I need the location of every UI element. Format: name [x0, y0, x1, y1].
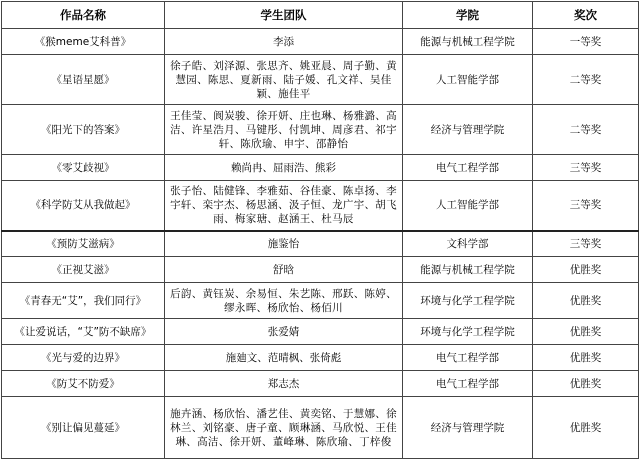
table-row [2, 55, 639, 105]
table-row [2, 345, 639, 371]
cell-team: 徐子皓、刘泽源、张思齐、姚亚晨、周子勤、黄慧园、陈思、夏新雨、陆子媛、孔文祥、吴佳颖、施佳平 [165, 55, 403, 105]
cell-award: 优胜奖 [533, 319, 639, 345]
cell-college: 经济与管理学院 [403, 105, 533, 155]
cell-title: 《防艾不防爱》 [2, 371, 165, 397]
cell-team: 张爱婧 [165, 319, 403, 345]
cell-award: 三等奖 [533, 181, 639, 231]
cell-award: 三等奖 [533, 231, 639, 257]
cell-team: 施鉴怡 [165, 231, 403, 257]
table-row [2, 319, 639, 345]
header-award: 奖次 [533, 2, 639, 29]
cell-college: 能源与机械工程学院 [403, 257, 533, 283]
cell-team: 施廸文、范晴枫、张倚彪 [165, 345, 403, 371]
cell-award: 优胜奖 [533, 257, 639, 283]
table-row [2, 29, 639, 55]
cell-college: 人工智能学部 [403, 181, 533, 231]
table-row [2, 371, 639, 397]
cell-title: 《零艾歧视》 [2, 155, 165, 181]
header-team: 学生团队 [165, 2, 403, 29]
cell-title: 《别让偏见蔓延》 [2, 397, 165, 459]
table-row [2, 155, 639, 181]
cell-award: 二等奖 [533, 55, 639, 105]
cell-team: 张子怡、陆健锋、李雅茹、谷佳豪、陈卓扬、李宇轩、栾宇杰、杨思涵、汲子恒、龙广宇、胡飞雨、梅家瑭、赵涵王、杜马辰 [165, 181, 403, 231]
table-row [2, 283, 639, 319]
cell-team: 李添 [165, 29, 403, 55]
cell-award: 一等奖 [533, 29, 639, 55]
cell-team: 舒晗 [165, 257, 403, 283]
header-title: 作品名称 [2, 2, 165, 29]
cell-team: 后韵、黄钰炭、余易恒、朱艺陈、邢跃、陈婷、缪永晖、杨欣怡、杨佰川 [165, 283, 403, 319]
cell-title: 《让爱说话，“艾”防不缺席》 [2, 319, 165, 345]
table-row [2, 257, 639, 283]
table-row [2, 397, 639, 459]
cell-award: 三等奖 [533, 155, 639, 181]
cell-college: 文科学部 [403, 231, 533, 257]
cell-college: 能源与机械工程学院 [403, 29, 533, 55]
cell-college: 经济与管理学院 [403, 397, 533, 459]
cell-title: 《科学防艾从我做起》 [2, 181, 165, 231]
award-table-container [1, 1, 638, 470]
cell-title: 《星语星愿》 [2, 55, 165, 105]
cell-team: 施卉涵、杨欣怡、潘艺佳、黄奕铭、于慧娜、徐林兰、刘铭豪、唐子童、顾琳涵、马欣悦、王佳琳、高洁、徐开妍、董峰琳、陈欣瑜、丁梓俊 [165, 397, 403, 459]
cell-team: 王佳莹、阆炭骏、徐开妍、庄也琳、杨雅潞、高洁、许星浩月、马键彤、付凯坤、周彦君、祁宇轩、陈欣瑜、申宇、邵静怡 [165, 105, 403, 155]
cell-college: 电气工程学部 [403, 371, 533, 397]
header-row [2, 2, 639, 29]
cell-award: 优胜奖 [533, 283, 639, 319]
award-table [1, 1, 639, 459]
cell-college: 电气工程学部 [403, 345, 533, 371]
cell-team: 郑志杰 [165, 371, 403, 397]
cell-college: 环境与化学工程学院 [403, 283, 533, 319]
cell-title: 《预防艾滋病》 [2, 231, 165, 257]
cell-title: 《光与爱的边界》 [2, 345, 165, 371]
table-row [2, 181, 639, 231]
cell-award: 优胜奖 [533, 371, 639, 397]
cell-title: 《猴meme艾科普》 [2, 29, 165, 55]
cell-title: 《青春无“艾”，我们同行》 [2, 283, 165, 319]
table-row [2, 105, 639, 155]
cell-award: 优胜奖 [533, 345, 639, 371]
header-college: 学院 [403, 2, 533, 29]
cell-college: 环境与化学工程学院 [403, 319, 533, 345]
cell-college: 人工智能学部 [403, 55, 533, 105]
table-row [2, 231, 639, 257]
cell-title: 《阳光下的答案》 [2, 105, 165, 155]
cell-award: 优胜奖 [533, 397, 639, 459]
cell-team: 赖尚冉、屈雨浩、熊彩 [165, 155, 403, 181]
cell-award: 二等奖 [533, 105, 639, 155]
cell-title: 《正视艾滋》 [2, 257, 165, 283]
cell-college: 电气工程学部 [403, 155, 533, 181]
